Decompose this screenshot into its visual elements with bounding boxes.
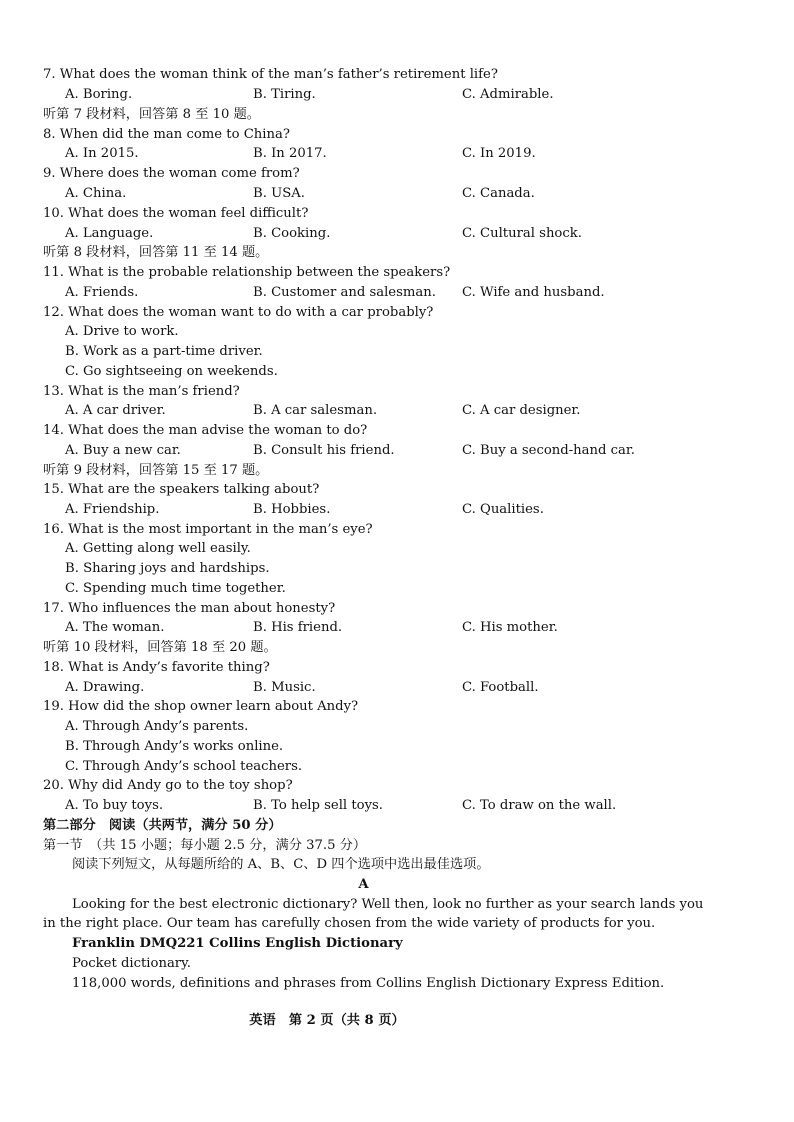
product-line-2: 118,000 words, definitions and phrases from Collins English Dictionary Express Edition. <box>72 976 665 991</box>
question-11-option-c: C. Wife and husband. <box>462 285 605 300</box>
question-12-option-c: C. Go sightseeing on weekends. <box>65 364 278 379</box>
question-9-stem: 9. Where does the woman come from? <box>43 166 300 181</box>
question-16-option-c: C. Spending much time together. <box>65 581 286 596</box>
section-one-title: 第一节 （共 15 小题；每小题 2.5 分，满分 37.5 分） <box>43 838 367 853</box>
page-footer: 英语 第 2 页（共 8 页） <box>249 1013 405 1028</box>
question-18-stem: 18. What is Andy’s favorite thing? <box>43 660 270 675</box>
question-20-option-c: C. To draw on the wall. <box>462 798 617 813</box>
question-12-option-a: A. Drive to work. <box>65 324 179 339</box>
question-10-stem: 10. What does the woman feel difficult? <box>43 206 309 221</box>
question-15-stem: 15. What are the speakers talking about? <box>43 482 320 497</box>
question-15-option-b: B. Hobbies. <box>253 502 331 517</box>
question-20-option-b: B. To help sell toys. <box>253 798 383 813</box>
question-18-option-b: B. Music. <box>253 680 316 695</box>
question-15-option-a: A. Friendship. <box>65 502 160 517</box>
question-15-option-c: C. Qualities. <box>462 502 544 517</box>
part-two-title: 第二部分 阅读（共两节，满分 50 分） <box>43 818 282 833</box>
question-20-stem: 20. Why did Andy go to the toy shop? <box>43 778 293 793</box>
question-7-option-a: A. Boring. <box>65 87 133 102</box>
question-18-option-a: A. Drawing. <box>65 680 145 695</box>
section-intro-10: 听第 10 段材料，回答第 18 至 20 题。 <box>43 640 277 655</box>
question-17-option-c: C. His mother. <box>462 620 558 635</box>
question-16-option-b: B. Sharing joys and hardships. <box>65 561 270 576</box>
question-9-option-a: A. China. <box>65 186 127 201</box>
question-19-stem: 19. How did the shop owner learn about Andy? <box>43 699 359 714</box>
question-13-option-a: A. A car driver. <box>65 403 166 418</box>
question-17-option-b: B. His friend. <box>253 620 343 635</box>
question-18-option-c: C. Football. <box>462 680 539 695</box>
question-9-option-b: B. USA. <box>253 186 305 201</box>
question-19-option-b: B. Through Andy’s works online. <box>65 739 284 754</box>
question-7-stem: 7. What does the woman think of the man’s father’s retirement life? <box>43 67 498 82</box>
question-8-option-b: B. In 2017. <box>253 146 327 161</box>
reading-instruction: 阅读下列短文，从每题所给的 A、B、C、D 四个选项中选出最佳选项。 <box>72 857 490 872</box>
question-13-stem: 13. What is the man’s friend? <box>43 384 240 399</box>
question-14-option-a: A. Buy a new car. <box>65 443 181 458</box>
question-19-option-c: C. Through Andy’s school teachers. <box>65 759 303 774</box>
question-13-option-c: C. A car designer. <box>462 403 581 418</box>
passage-label: A <box>358 877 369 892</box>
passage-para1-line2: in the right place. Our team has carefully chosen from the wide variety of products for you. <box>43 916 656 931</box>
question-8-option-a: A. In 2015. <box>65 146 139 161</box>
question-11-option-b: B. Customer and salesman. <box>253 285 436 300</box>
question-12-stem: 12. What does the woman want to do with a car probably? <box>43 305 434 320</box>
question-17-stem: 17. Who influences the man about honesty? <box>43 601 336 616</box>
question-11-stem: 11. What is the probable relationship between the speakers? <box>43 265 451 280</box>
product-title: Franklin DMQ221 Collins English Dictionary <box>72 936 403 951</box>
section-intro-9: 听第 9 段材料，回答第 15 至 17 题。 <box>43 463 269 478</box>
product-line-1: Pocket dictionary. <box>72 956 192 971</box>
question-7-option-c: C. Admirable. <box>462 87 554 102</box>
question-7-option-b: B. Tiring. <box>253 87 316 102</box>
passage-para1-line1: Looking for the best electronic dictionary? Well then, look no further as your search lands you <box>72 897 704 912</box>
question-20-option-a: A. To buy toys. <box>65 798 164 813</box>
question-11-option-a: A. Friends. <box>65 285 139 300</box>
question-8-option-c: C. In 2019. <box>462 146 536 161</box>
question-13-option-b: B. A car salesman. <box>253 403 378 418</box>
question-14-stem: 14. What does the man advise the woman to do? <box>43 423 368 438</box>
question-19-option-a: A. Through Andy’s parents. <box>65 719 249 734</box>
question-9-option-c: C. Canada. <box>462 186 535 201</box>
question-10-option-a: A. Language. <box>65 226 154 241</box>
question-12-option-b: B. Work as a part-time driver. <box>65 344 263 359</box>
question-10-option-b: B. Cooking. <box>253 226 331 241</box>
question-14-option-b: B. Consult his friend. <box>253 443 395 458</box>
question-16-stem: 16. What is the most important in the man’s eye? <box>43 522 373 537</box>
question-17-option-a: A. The woman. <box>65 620 165 635</box>
question-10-option-c: C. Cultural shock. <box>462 226 582 241</box>
question-8-stem: 8. When did the man come to China? <box>43 127 290 142</box>
section-intro-8: 听第 8 段材料，回答第 11 至 14 题。 <box>43 245 269 260</box>
question-16-option-a: A. Getting along well easily. <box>65 541 251 556</box>
question-14-option-c: C. Buy a second-hand car. <box>462 443 635 458</box>
section-intro-7: 听第 7 段材料，回答第 8 至 10 题。 <box>43 107 260 122</box>
